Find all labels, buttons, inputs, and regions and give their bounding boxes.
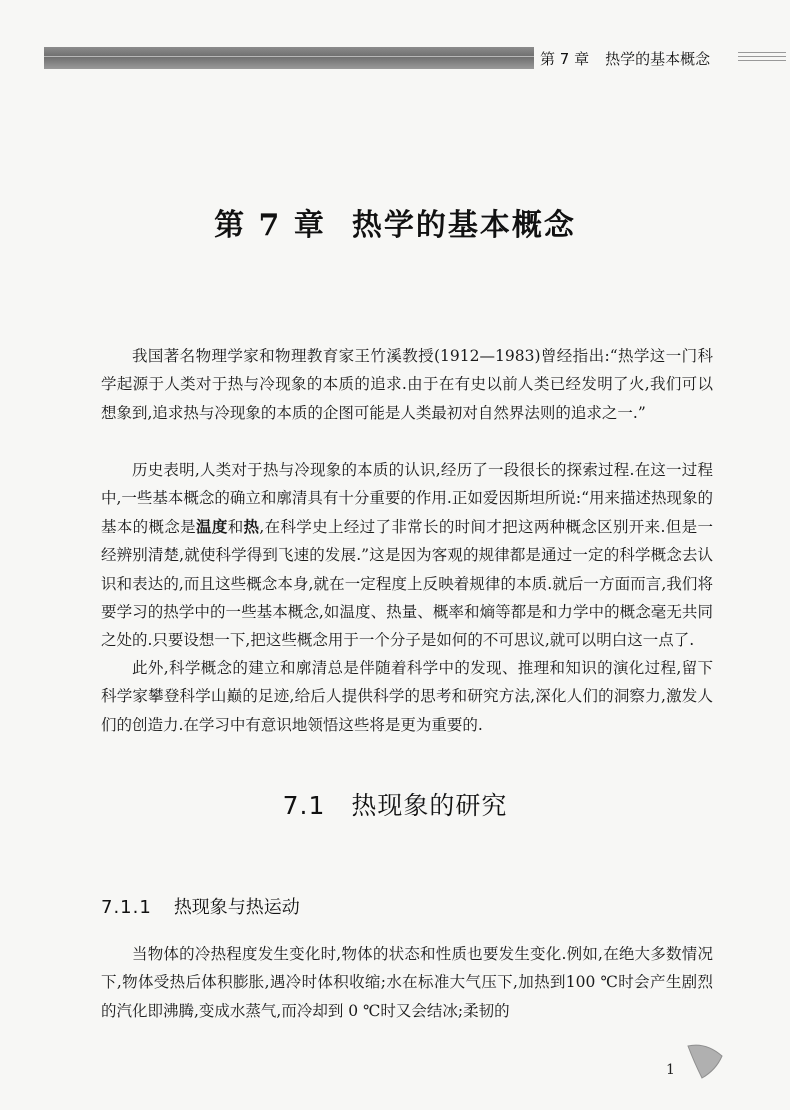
paragraph-quote-wang: 我国著名物理学家和物理教育家王竹溪教授(1912—1983)曾经指出:“热学这一门科学起源于人类对于热与冷现象的本质的追求.由于在有史以前人类已经发明了火,我们可以想象到,追求热与冷现象的本质的企图可能是人类最初对自然界法则的追求之一.”	[101, 347, 713, 422]
bold-term-heat: 热	[243, 516, 260, 536]
chapter-name: 热学的基本概念	[351, 208, 576, 243]
header-gradient-bar	[44, 47, 534, 69]
chapter-title	[0, 200, 790, 244]
section-name: 热现象的研究	[351, 791, 508, 820]
paragraph-history-part-b: 和	[227, 517, 244, 536]
section-title	[0, 786, 790, 822]
chapter-number: 第 7 章	[214, 208, 326, 243]
bold-term-temperature: 温度	[196, 516, 228, 536]
subsection-number: 7.1.1	[101, 897, 152, 918]
paragraph-concepts: 此外,科学概念的建立和廓清总是伴随着科学中的发现、推理和知识的演化过程,留下科学家攀登科学山巅的足迹,给后人提供科学的思考和研究方法,深化人们的洞察力,激发人们的创造力.在学习中有意识地领悟这些将是更为重要的.	[101, 659, 713, 734]
running-head-title: 热学的基本概念	[605, 50, 711, 68]
subsection-title	[101, 893, 300, 919]
page-number: 1	[666, 1062, 675, 1078]
section-number: 7.1	[282, 791, 326, 820]
paragraph-thermal-phenomena: 当物体的冷热程度发生变化时,物体的状态和性质也要发生变化.例如,在绝大多数情况下,物体受热后体积膨胀,遇冷时体积收缩;水在标准大气压下,加热到100 ℃时会产生剧烈的汽化即沸腾,变成水蒸气,而冷却到 0 ℃时又会结冰;柔韧的	[101, 945, 713, 1020]
running-head-chapter: 第 7 章	[540, 50, 590, 68]
header-decorative-lines	[738, 52, 786, 66]
page-corner-tab-icon	[686, 1040, 726, 1080]
running-head	[540, 48, 710, 70]
paragraph-history	[101, 456, 713, 655]
subsection-name: 热现象与热运动	[173, 897, 300, 918]
paragraph-history-part-a: 历史表明,人类对于热与冷现象的本质的认识,经历了一段很长的探索过程.在这一过程中,一些基本概念的确立和廓清具有十分重要的作用.正如爱因斯坦所说:“用来描述热现象的基本的概念是	[101, 461, 714, 536]
paragraph-history-part-c: ,在科学史上经过了非常长的时间才把这两种概念区别开来.但是一经辨别清楚,就使科学得到飞速的发展.”这是因为客观的规律都是通过一定的科学概念去认识和表达的,而且这些概念本身,就在一定程度上反映着规律的本质.就后一方面而言,我们将要学习的热学中的一些基本概念,如温度、热量、概率和熵等都是和力学中的概念毫无共同之处的.只要设想一下,把这些概念用于一个分子是如何的不可思议,就可以明白这一点了.	[101, 517, 713, 650]
